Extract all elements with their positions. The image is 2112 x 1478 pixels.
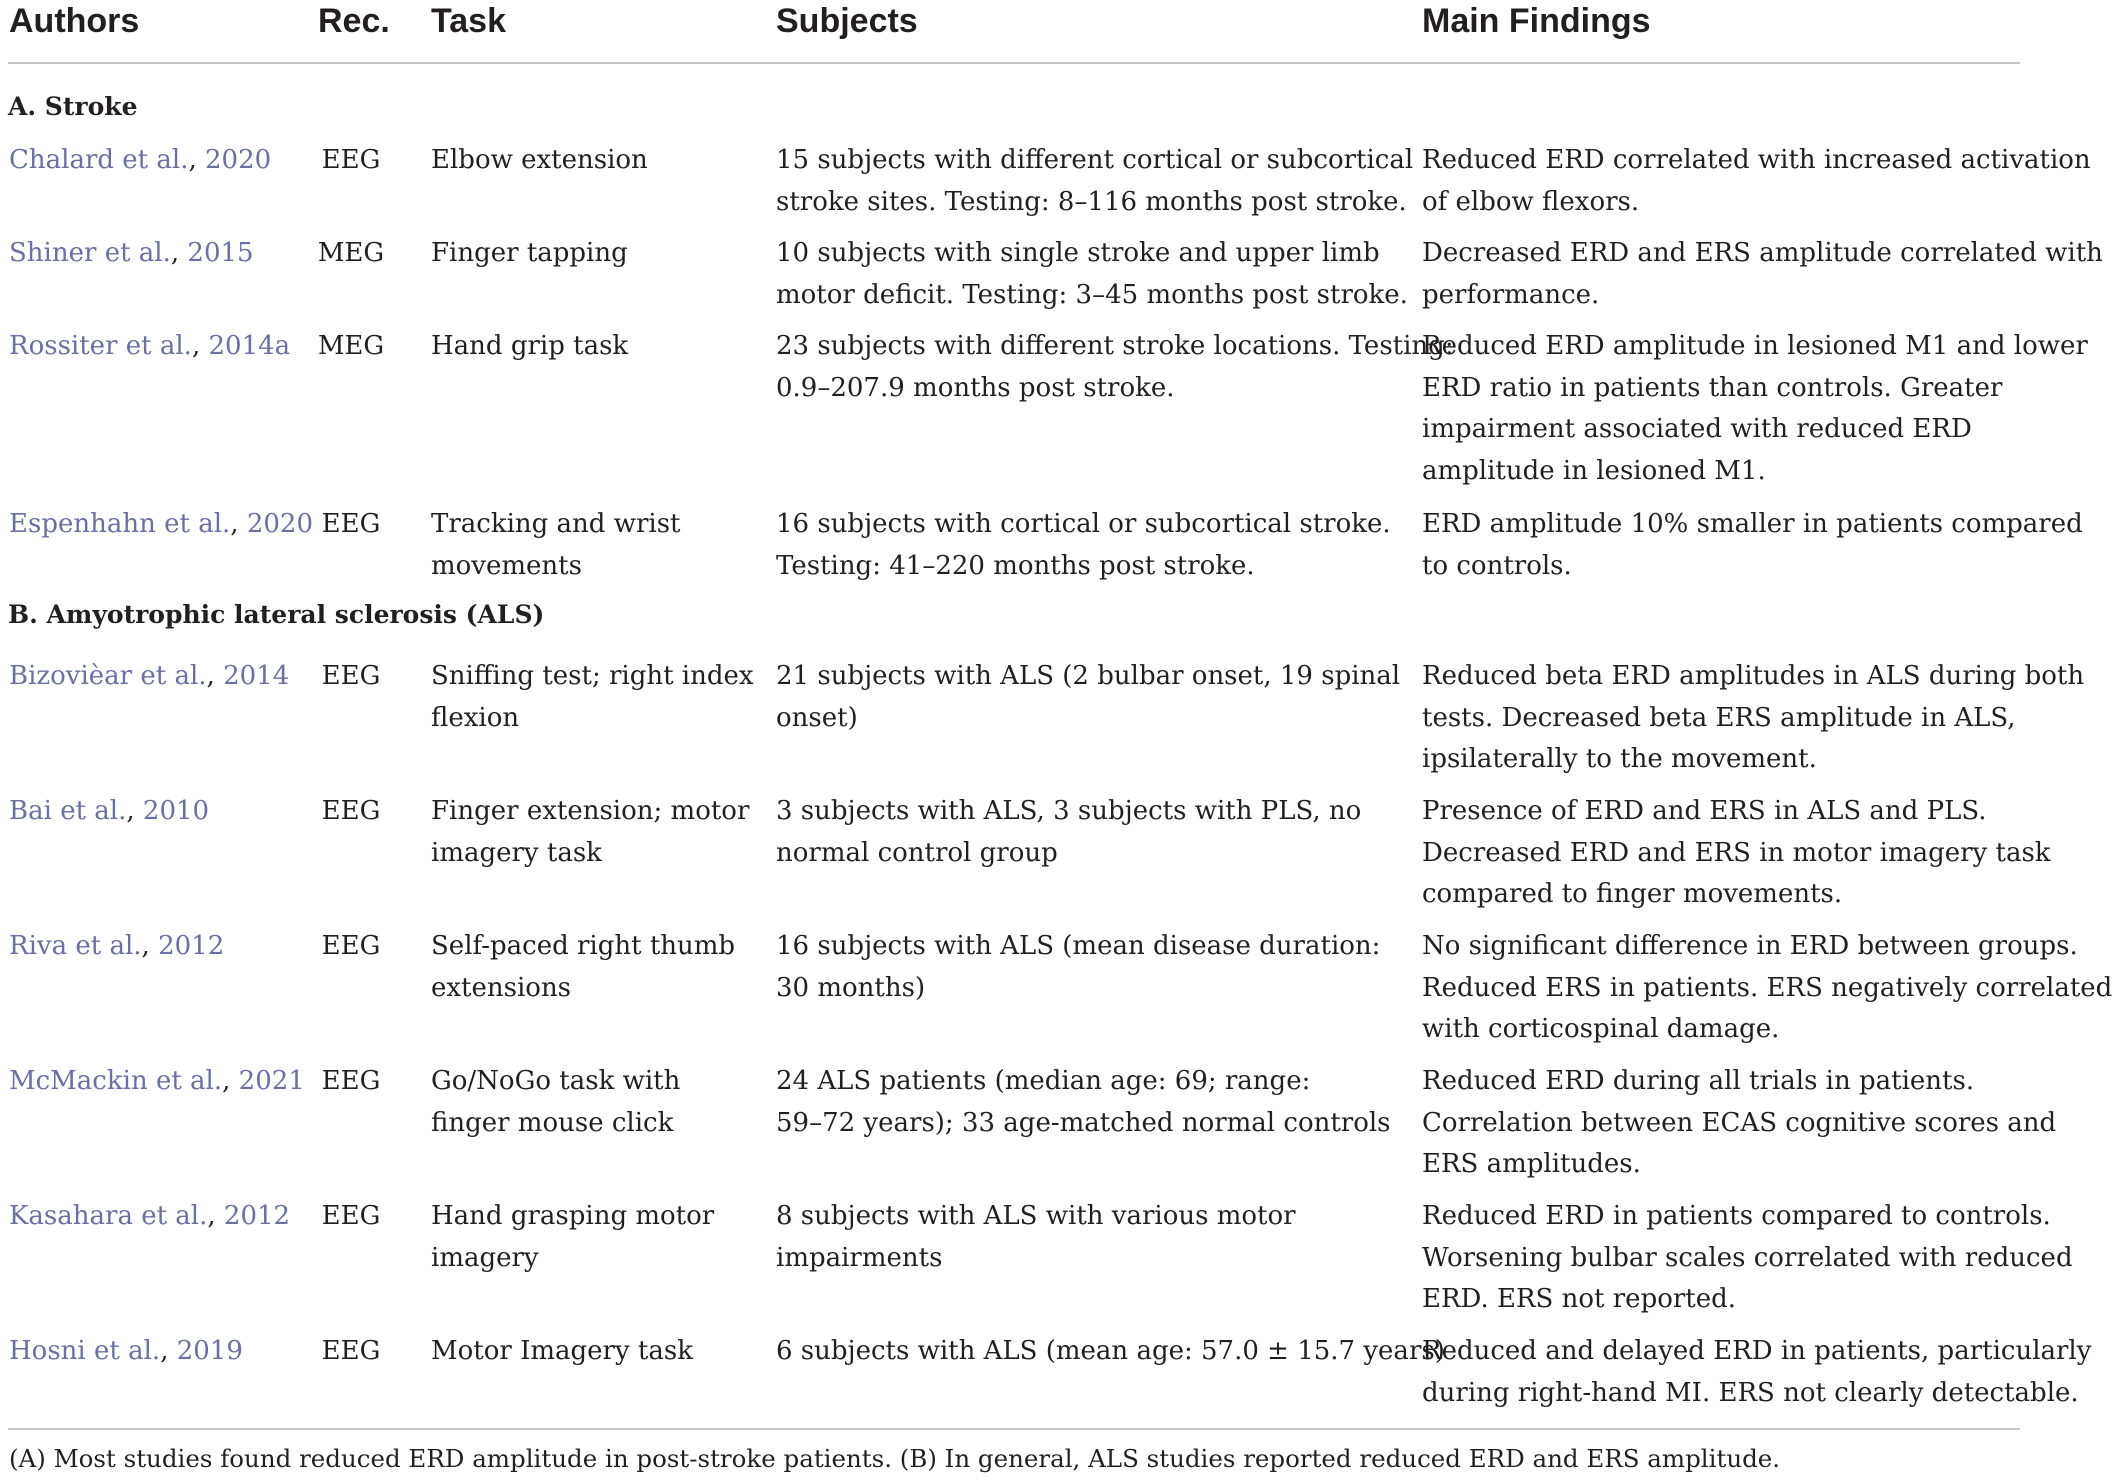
- author-link[interactable]: Espenhahn et al.: [9, 509, 231, 539]
- year-link[interactable]: 2010: [142, 796, 210, 826]
- cell-line: Reduced ERD during all trials in patients.: [1422, 1066, 1975, 1096]
- cell-line: Testing: 41–220 months post stroke.: [776, 550, 1255, 581]
- cell-line: to controls.: [1422, 550, 1572, 581]
- header-rec: Rec.: [318, 2, 390, 40]
- recording-cell: EEG: [321, 509, 381, 539]
- author-link[interactable]: Rossiter et al.: [9, 331, 192, 361]
- author-separator: ,: [230, 509, 247, 539]
- cell-line: 15 subjects with different cortical or subcortical: [776, 145, 1414, 175]
- findings-cell: [1422, 656, 2084, 781]
- findings-cell: [1422, 233, 2103, 316]
- author-separator: ,: [206, 661, 224, 691]
- subjects-cell: [776, 233, 1408, 316]
- author-cell: [9, 326, 290, 368]
- author-separator: ,: [170, 238, 188, 268]
- recording-cell: EEG: [321, 1201, 381, 1231]
- recording-cell: EEG: [321, 1336, 381, 1366]
- recording-cell: EEG: [321, 931, 381, 961]
- task-cell: [431, 656, 754, 739]
- footer-divider: [8, 1428, 2020, 1430]
- findings-cell: [1422, 1196, 2073, 1321]
- cell-line: Motor Imagery task: [431, 1336, 693, 1366]
- year-link[interactable]: 2014: [223, 661, 290, 691]
- cell-line: Hand grasping motor: [431, 1201, 715, 1231]
- cell-line: 30 months): [776, 972, 926, 1003]
- cell-line: with corticospinal damage.: [1422, 1014, 1780, 1044]
- year-link[interactable]: 2012: [158, 931, 225, 961]
- cell-line: Worsening bulbar scales correlated with reduced: [1422, 1242, 2073, 1273]
- year-link[interactable]: 2015: [187, 238, 254, 268]
- cell-line: stroke sites. Testing: 8–116 months post stroke.: [776, 186, 1407, 217]
- author-link[interactable]: Bizovièar et al.: [9, 661, 207, 691]
- author-cell: [9, 233, 254, 275]
- subjects-cell: [776, 504, 1391, 587]
- table-footnote: (A) Most studies found reduced ERD amplitude in post-stroke patients. (B) In general, ALS studies reported reduced ERD and ERS amplitude.: [9, 1444, 1781, 1473]
- author-link[interactable]: Bai et al.: [9, 796, 127, 826]
- findings-cell: [1422, 326, 2088, 492]
- task-cell: [431, 140, 648, 182]
- recording-cell: MEG: [317, 331, 385, 361]
- author-cell: [9, 926, 224, 968]
- task-cell: [431, 1331, 693, 1373]
- cell-line: imagery task: [431, 837, 602, 868]
- cell-line: Reduced ERD in patients compared to controls.: [1422, 1201, 2051, 1231]
- author-link[interactable]: McMackin et al.: [9, 1066, 223, 1096]
- year-link[interactable]: 2021: [238, 1066, 305, 1096]
- cell-line: Sniffing test; right index: [431, 661, 754, 691]
- cell-line: 6 subjects with ALS (mean age: 57.0 ± 15.7 years): [776, 1336, 1445, 1366]
- cell-line: Correlation between ECAS cognitive scores and: [1422, 1107, 2057, 1138]
- section-title: B. Amyotrophic lateral sclerosis (ALS): [8, 600, 545, 629]
- cell-line: Reduced beta ERD amplitudes in ALS during both: [1422, 661, 2085, 691]
- cell-line: ipsilaterally to the movement.: [1422, 744, 1817, 774]
- findings-cell: [1422, 504, 2083, 587]
- cell-line: 3 subjects with ALS, 3 subjects with PLS, no: [776, 796, 1362, 826]
- cell-line: impairments: [776, 1242, 943, 1273]
- recording-cell: EEG: [321, 661, 381, 691]
- cell-line: onset): [776, 702, 858, 733]
- findings-cell: [1422, 1061, 2056, 1186]
- cell-line: normal control group: [776, 837, 1058, 868]
- subjects-cell: [776, 656, 1400, 739]
- cell-line: 8 subjects with ALS with various motor: [776, 1201, 1296, 1231]
- cell-line: Go/NoGo task with: [431, 1066, 681, 1096]
- cell-line: ERD amplitude 10% smaller in patients compared: [1422, 509, 2083, 539]
- subjects-cell: [776, 326, 1454, 409]
- author-cell: [9, 1196, 290, 1238]
- author-cell: [9, 504, 313, 546]
- findings-cell: [1422, 140, 2091, 223]
- cell-line: Decreased ERD and ERS in motor imagery task: [1422, 837, 2051, 868]
- cell-line: compared to finger movements.: [1422, 879, 1843, 909]
- section-title: A. Stroke: [8, 92, 138, 121]
- author-cell: [9, 1061, 305, 1103]
- cell-line: 16 subjects with ALS (mean disease duration:: [776, 931, 1381, 961]
- subjects-cell: [776, 140, 1413, 223]
- cell-line: 24 ALS patients (median age: 69; range:: [776, 1066, 1311, 1096]
- cell-line: Finger extension; motor: [431, 796, 750, 826]
- year-link[interactable]: 2020: [246, 509, 313, 539]
- year-link[interactable]: 2019: [176, 1336, 243, 1366]
- cell-line: Tracking and wrist: [431, 509, 681, 539]
- year-link[interactable]: 2014a: [208, 331, 291, 361]
- table-header: [0, 0, 2023, 62]
- header-task: Task: [431, 2, 506, 40]
- cell-line: Elbow extension: [431, 145, 648, 175]
- cell-line: during right-hand MI. ERS not clearly detectable.: [1422, 1377, 2079, 1408]
- author-separator: ,: [207, 1201, 224, 1231]
- cell-line: performance.: [1422, 279, 1600, 310]
- task-cell: [431, 1061, 680, 1144]
- subjects-cell: [776, 791, 1361, 874]
- cell-line: ERD. ERS not reported.: [1422, 1284, 1737, 1314]
- task-cell: [431, 504, 681, 587]
- subjects-cell: [776, 1061, 1391, 1144]
- recording-cell: MEG: [317, 238, 385, 268]
- cell-line: 21 subjects with ALS (2 bulbar onset, 19 spinal: [776, 661, 1401, 691]
- task-cell: [431, 926, 735, 1009]
- author-separator: ,: [126, 796, 143, 826]
- cell-line: ERD ratio in patients than controls. Greater: [1422, 372, 2003, 403]
- author-cell: [9, 1331, 243, 1373]
- cell-line: extensions: [431, 972, 572, 1003]
- cell-line: imagery: [431, 1242, 539, 1273]
- author-separator: ,: [222, 1066, 239, 1096]
- subjects-cell: [776, 1196, 1296, 1279]
- cell-line: finger mouse click: [431, 1107, 674, 1138]
- cell-line: 59–72 years); 33 age-matched normal controls: [776, 1107, 1391, 1138]
- author-link[interactable]: Hosni et al.: [9, 1336, 161, 1366]
- cell-line: movements: [431, 550, 582, 581]
- cell-line: Reduced ERD correlated with increased activation: [1422, 145, 2091, 175]
- findings-cell: [1422, 791, 2051, 916]
- cell-line: 0.9–207.9 months post stroke.: [776, 372, 1175, 403]
- cell-line: Decreased ERD and ERS amplitude correlated with: [1422, 238, 2103, 268]
- cell-line: impairment associated with reduced ERD: [1422, 414, 1972, 444]
- subjects-cell: [776, 926, 1380, 1009]
- cell-line: 23 subjects with different stroke locations. Testing:: [776, 331, 1454, 361]
- cell-line: ERS amplitudes.: [1422, 1149, 1641, 1179]
- cell-line: 16 subjects with cortical or subcortical stroke.: [776, 509, 1391, 539]
- author-link[interactable]: Chalard et al.: [9, 145, 189, 175]
- cell-line: tests. Decreased beta ERS amplitude in ALS,: [1422, 702, 2016, 733]
- task-cell: [431, 791, 749, 874]
- task-cell: [431, 326, 628, 368]
- cell-line: Reduced ERD amplitude in lesioned M1 and lower: [1422, 331, 2088, 361]
- cell-line: Reduced and delayed ERD in patients, particularly: [1422, 1336, 2092, 1366]
- cell-line: 10 subjects with single stroke and upper limb: [776, 238, 1380, 268]
- year-link[interactable]: 2012: [223, 1201, 291, 1231]
- author-separator: ,: [160, 1336, 177, 1366]
- cell-line: Reduced ERS in patients. ERS negatively correlated: [1422, 972, 2112, 1003]
- recording-cell: EEG: [321, 1066, 381, 1096]
- author-cell: [9, 656, 289, 698]
- cell-line: motor deficit. Testing: 3–45 months post stroke.: [776, 279, 1408, 310]
- author-link[interactable]: Riva et al.: [9, 931, 142, 961]
- recording-cell: EEG: [321, 145, 381, 175]
- author-separator: ,: [141, 931, 159, 961]
- cell-line: of elbow flexors.: [1422, 186, 1640, 217]
- header-main-findings: Main Findings: [1422, 2, 1651, 40]
- findings-cell: [1422, 926, 2112, 1051]
- header-subjects: Subjects: [776, 2, 918, 40]
- findings-cell: [1422, 1331, 2091, 1414]
- author-cell: [9, 140, 271, 182]
- author-separator: ,: [191, 331, 209, 361]
- header-authors: Authors: [9, 2, 140, 40]
- header-divider: [8, 62, 2020, 64]
- cell-line: Self-paced right thumb: [431, 931, 736, 961]
- task-cell: [431, 1196, 714, 1279]
- subjects-cell: [776, 1331, 1445, 1373]
- task-cell: [431, 233, 628, 275]
- author-separator: ,: [188, 145, 206, 175]
- cell-line: No significant difference in ERD between groups.: [1422, 931, 2078, 961]
- cell-line: amplitude in lesioned M1.: [1422, 455, 1766, 486]
- author-link[interactable]: Shiner et al.: [9, 238, 171, 268]
- cell-line: flexion: [431, 702, 520, 733]
- cell-line: Presence of ERD and ERS in ALS and PLS.: [1422, 796, 1987, 826]
- cell-line: Hand grip task: [431, 331, 629, 361]
- author-cell: [9, 791, 209, 833]
- cell-line: Finger tapping: [431, 238, 628, 268]
- recording-cell: EEG: [321, 796, 381, 826]
- year-link[interactable]: 2020: [205, 145, 272, 175]
- author-link[interactable]: Kasahara et al.: [9, 1201, 208, 1231]
